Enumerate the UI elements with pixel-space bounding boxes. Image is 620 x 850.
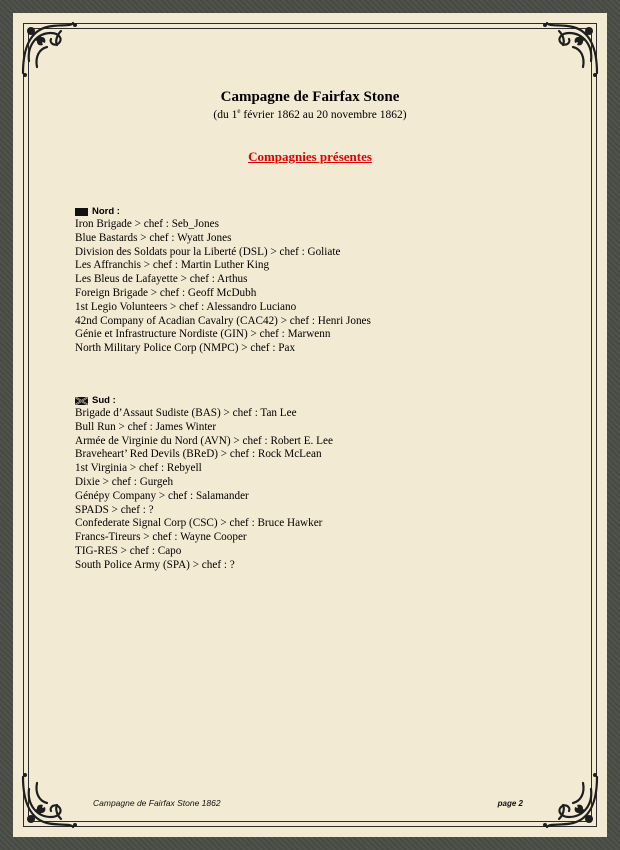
company-entry: Francs-Tireurs > chef : Wayne Cooper — [75, 531, 247, 544]
union-flag-icon — [75, 208, 88, 216]
document-page — [13, 13, 607, 837]
company-entry: Confederate Signal Corp (CSC) > chef : Bruce Hawker — [75, 517, 323, 530]
company-entry: Brigade d’Assaut Sudiste (BAS) > chef : Tan Lee — [75, 407, 297, 419]
company-entry: 1st Virginia > chef : Rebyell — [75, 462, 202, 475]
sud-heading — [75, 394, 333, 407]
company-entry: Blue Bastards > chef : Wyatt Jones — [75, 231, 232, 244]
company-entry: 42nd Company of Acadian Cavalry (CAC42) > chef : Henri Jones — [75, 314, 371, 327]
company-entry: Les Affranchis > chef : Martin Luther King — [75, 259, 270, 272]
company-entry: North Military Police Corp (NMPC) > chef : Pax — [75, 342, 296, 355]
section-title: Compagnies présentes — [248, 149, 372, 164]
company-entry: Iron Brigade > chef : Seb_Jones — [75, 218, 219, 230]
sud-label: Sud : — [92, 395, 116, 406]
company-entry: 1st Legio Volunteers > chef : Alessandro Luciano — [75, 300, 297, 313]
footer-campaign: Campagne de Fairfax Stone 1862 — [93, 798, 221, 808]
company-entry: Armée de Virginie du Nord (AVN) > chef : Robert E. Lee — [75, 434, 333, 447]
company-entry: Génie et Infrastructure Nordiste (GIN) > chef : Marwenn — [75, 328, 331, 341]
company-entry: Dixie > chef : Gurgeh — [75, 475, 174, 488]
nord-companies — [75, 205, 371, 356]
ornamental-corner-icon — [17, 771, 79, 833]
page-subtitle — [13, 107, 607, 121]
subtitle-prefix: (du 1 — [213, 108, 238, 121]
subtitle-suffix: février 1862 au 20 novembre 1862) — [240, 108, 407, 121]
company-entry: Foreign Brigade > chef : Geoff McDubh — [75, 286, 257, 299]
company-entry: TIG-RES > chef : Capo — [75, 544, 182, 557]
nord-heading — [75, 205, 371, 218]
company-entry: Les Bleus de Lafayette > chef : Arthus — [75, 273, 248, 286]
company-entry: Division des Soldats pour la Liberté (DSL) > chef : Goliate — [75, 245, 341, 258]
confederate-flag-icon — [75, 397, 88, 405]
company-entry: Braveheart’ Red Devils (BReD) > chef : Rock McLean — [75, 448, 322, 461]
sud-companies — [75, 394, 333, 573]
footer-page-number: page 2 — [497, 799, 523, 808]
company-entry: South Police Army (SPA) > chef : ? — [75, 558, 235, 571]
company-entry: SPADS > chef : ? — [75, 503, 154, 516]
company-entry: Bull Run > chef : James Winter — [75, 420, 217, 433]
ornamental-corner-icon — [17, 17, 79, 79]
nord-list — [75, 218, 371, 356]
ornamental-corner-icon — [541, 771, 603, 833]
sud-list — [75, 407, 333, 573]
company-entry: Génépy Company > chef : Salamander — [75, 489, 249, 502]
subtitle-superscript: e — [237, 107, 241, 115]
page-title: Campagne de Fairfax Stone — [220, 89, 400, 105]
ornamental-corner-icon — [541, 17, 603, 79]
nord-label: Nord : — [92, 206, 120, 217]
